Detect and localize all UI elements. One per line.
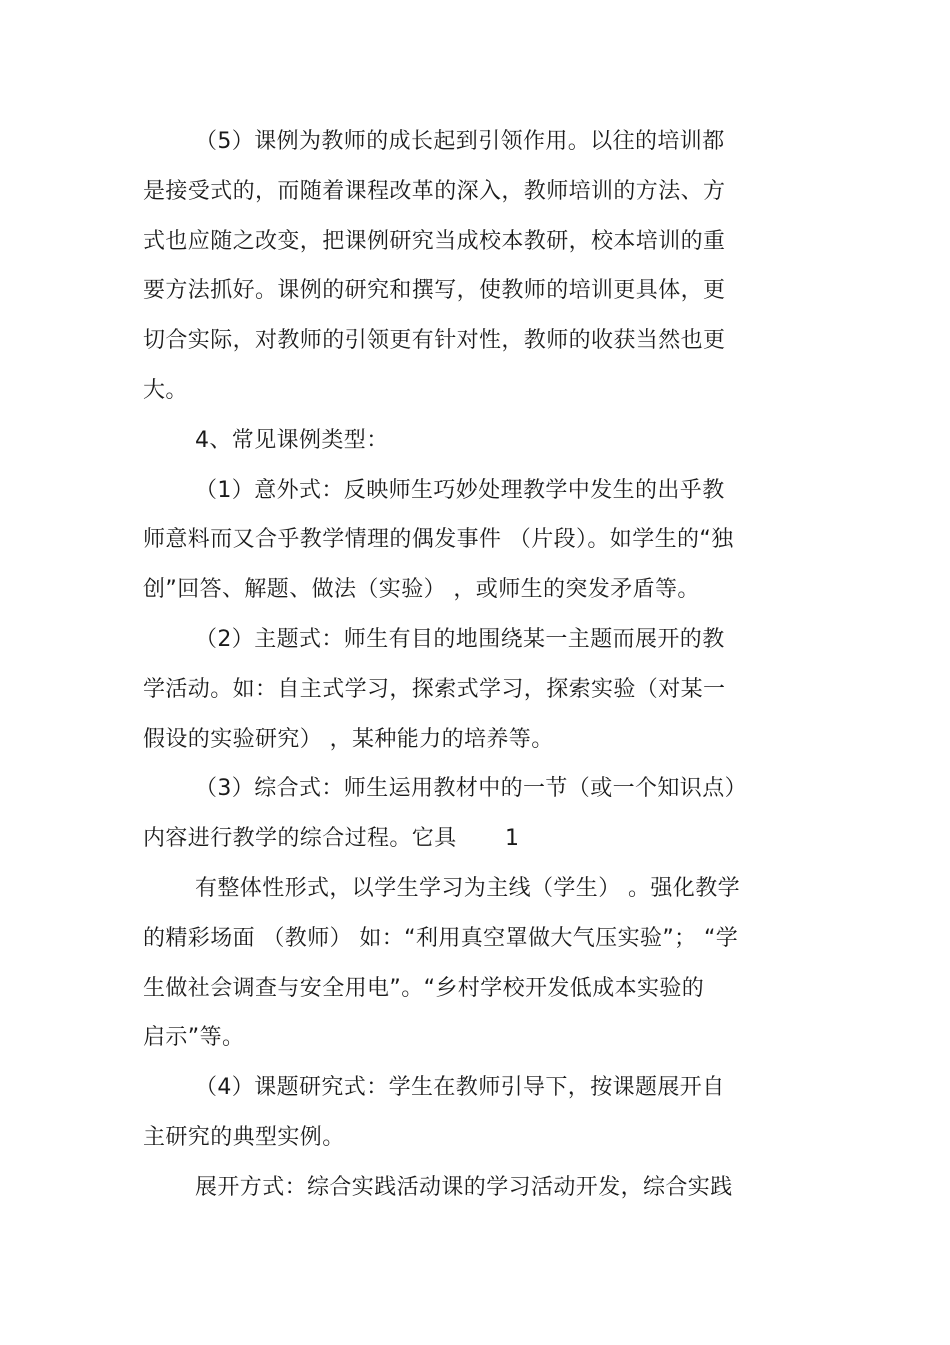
text-line: 内容进行教学的综合过程。它具: [143, 826, 457, 851]
text-line: 师意料而又合乎教学情理的偶发事件 （片段）。如学生的“独: [143, 527, 734, 552]
text-line: （2）主题式：师生有目的地围绕某一主题而展开的教: [195, 627, 725, 652]
text-line: 启示”等。: [143, 1025, 245, 1050]
text-line: 主研究的典型实例。: [143, 1125, 345, 1150]
text-line: 切合实际，对教师的引领更有针对性，教师的收获当然也更: [143, 328, 726, 353]
text-line: （1）意外式：反映师生巧妙处理教学中发生的出乎教: [195, 478, 725, 503]
text-line: 展开方式：综合实践活动课的学习活动开发，综合实践: [195, 1175, 733, 1200]
text-line: 是接受式的，而随着课程改革的深入，教师培训的方法、方: [143, 179, 726, 204]
text-line: 有整体性形式，以学生学习为主线（学生） 。强化教学: [195, 876, 740, 901]
text-line: （4）课题研究式：学生在教师引导下，按课题展开自: [195, 1075, 725, 1100]
text-line: 的精彩场面 （教师） 如：“利用真空罩做大气压实验”； “学: [143, 926, 739, 951]
text-line: 大。: [143, 378, 188, 403]
text-line: 式也应随之改变，把课例研究当成校本教研，校本培训的重: [143, 229, 726, 254]
text-line: 学活动。如：自主式学习，探索式学习，探索实验（对某一: [143, 677, 726, 702]
text-line: 假设的实验研究） ，某种能力的培养等。: [143, 727, 554, 752]
text-line: 创”回答、解题、做法（实验） ，或师生的突发矛盾等。: [143, 577, 700, 602]
text-line: 生做社会调查与安全用电”。“乡村学校开发低成本实验的: [143, 976, 705, 1001]
page-number: 1: [505, 826, 520, 851]
text-line: （3）综合式：师生运用教材中的一节（或一个知识点）: [195, 776, 747, 801]
text-line: 要方法抓好。课例的研究和撰写，使教师的培训更具体，更: [143, 278, 726, 303]
section-heading: 4、常见课例类型：: [195, 428, 389, 453]
text-line: （5）课例为教师的成长起到引领作用。以往的培训都: [195, 129, 725, 154]
